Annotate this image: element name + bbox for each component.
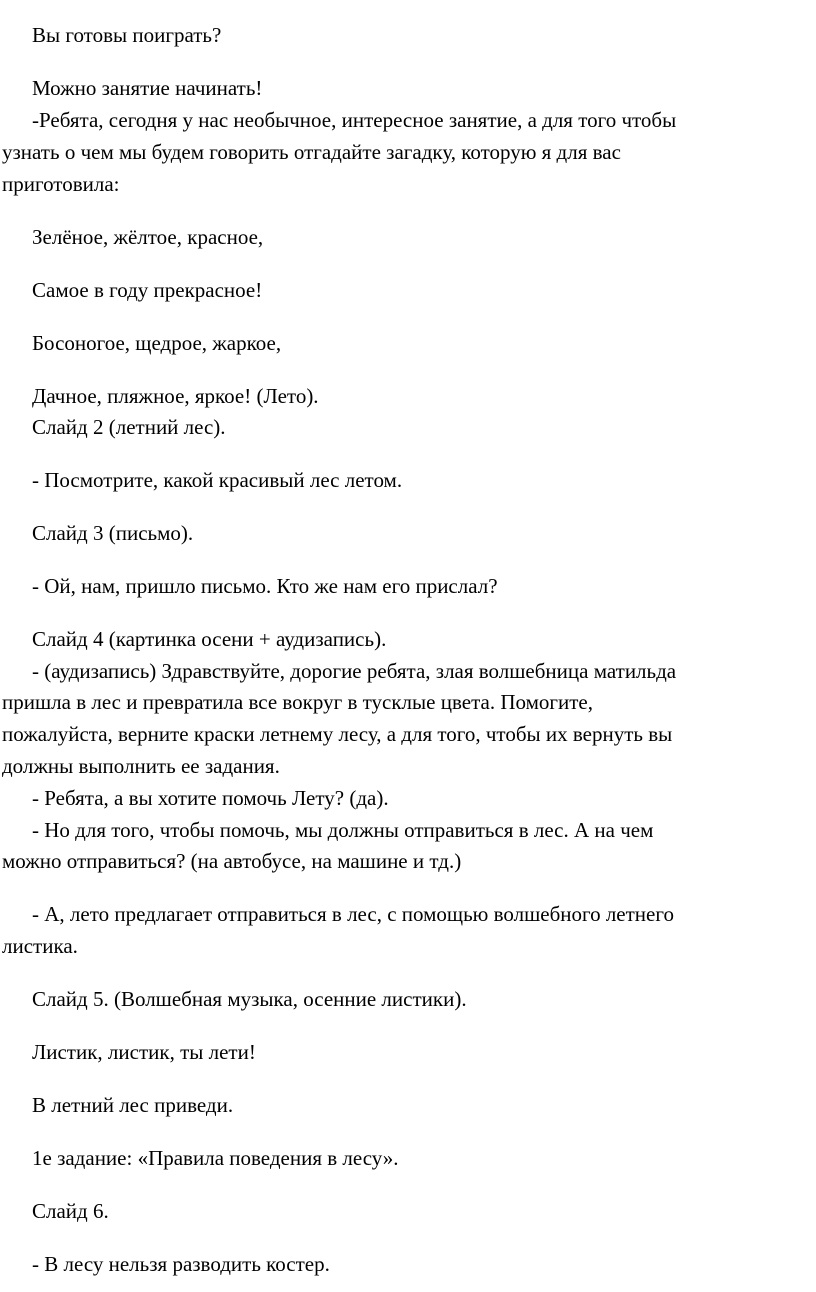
text-line: - В лесу нельзя разводить костер. <box>32 1252 330 1276</box>
text-line: Самое в году прекрасное! <box>32 278 263 302</box>
text-line: приготовила: <box>2 172 120 196</box>
text-line: - А, лето предлагает отправиться в лес, с помощью волшебного летнего <box>32 902 674 926</box>
text-line: пожалуйста, верните краски летнему лесу, а для того, чтобы их вернуть вы <box>2 722 673 746</box>
text-line: Слайд 5. (Волшебная музыка, осенние листики). <box>32 987 467 1011</box>
text-line: Слайд 6. <box>32 1199 109 1223</box>
text-line: можно отправиться? (на автобусе, на машине и тд.) <box>2 849 462 873</box>
text-line: - (аудизапись) Здравствуйте, дорогие ребята, злая волшебница матильда <box>32 659 677 683</box>
text-line: пришла в лес и превратила все вокруг в тусклые цвета. Помогите, <box>2 690 593 714</box>
text-line: Слайд 4 (картинка осени + аудизапись). <box>32 627 387 651</box>
text-line: Слайд 2 (летний лес). <box>32 415 226 439</box>
text-line: Вы готовы поиграть? <box>32 23 222 47</box>
text-line: В летний лес приведи. <box>32 1093 234 1117</box>
text-line: Зелёное, жёлтое, красное, <box>32 225 264 249</box>
text-line: листика. <box>2 934 78 958</box>
text-line: Дачное, пляжное, яркое! (Лето). <box>32 384 319 408</box>
text-line: Босоногое, щедрое, жаркое, <box>32 331 282 355</box>
text-line: Можно занятие начинать! <box>32 76 263 100</box>
text-line: 1е задание: «Правила поведения в лесу». <box>32 1146 399 1170</box>
text-line: Листик, листик, ты лети! <box>32 1040 256 1064</box>
text-line: Слайд 3 (письмо). <box>32 521 194 545</box>
text-line: должны выполнить ее задания. <box>2 754 280 778</box>
text-line: - Посмотрите, какой красивый лес летом. <box>32 468 403 492</box>
text-line: - Но для того, чтобы помочь, мы должны отправиться в лес. А на чем <box>32 818 654 842</box>
text-line: - Ребята, а вы хотите помочь Лету? (да). <box>32 786 389 810</box>
text-line: - Ой, нам, пришло письмо. Кто же нам его прислал? <box>32 574 498 598</box>
text-line: узнать о чем мы будем говорить отгадайте загадку, которую я для вас <box>2 140 621 164</box>
text-line: -Ребята, сегодня у нас необычное, интересное занятие, а для того чтобы <box>32 108 677 132</box>
